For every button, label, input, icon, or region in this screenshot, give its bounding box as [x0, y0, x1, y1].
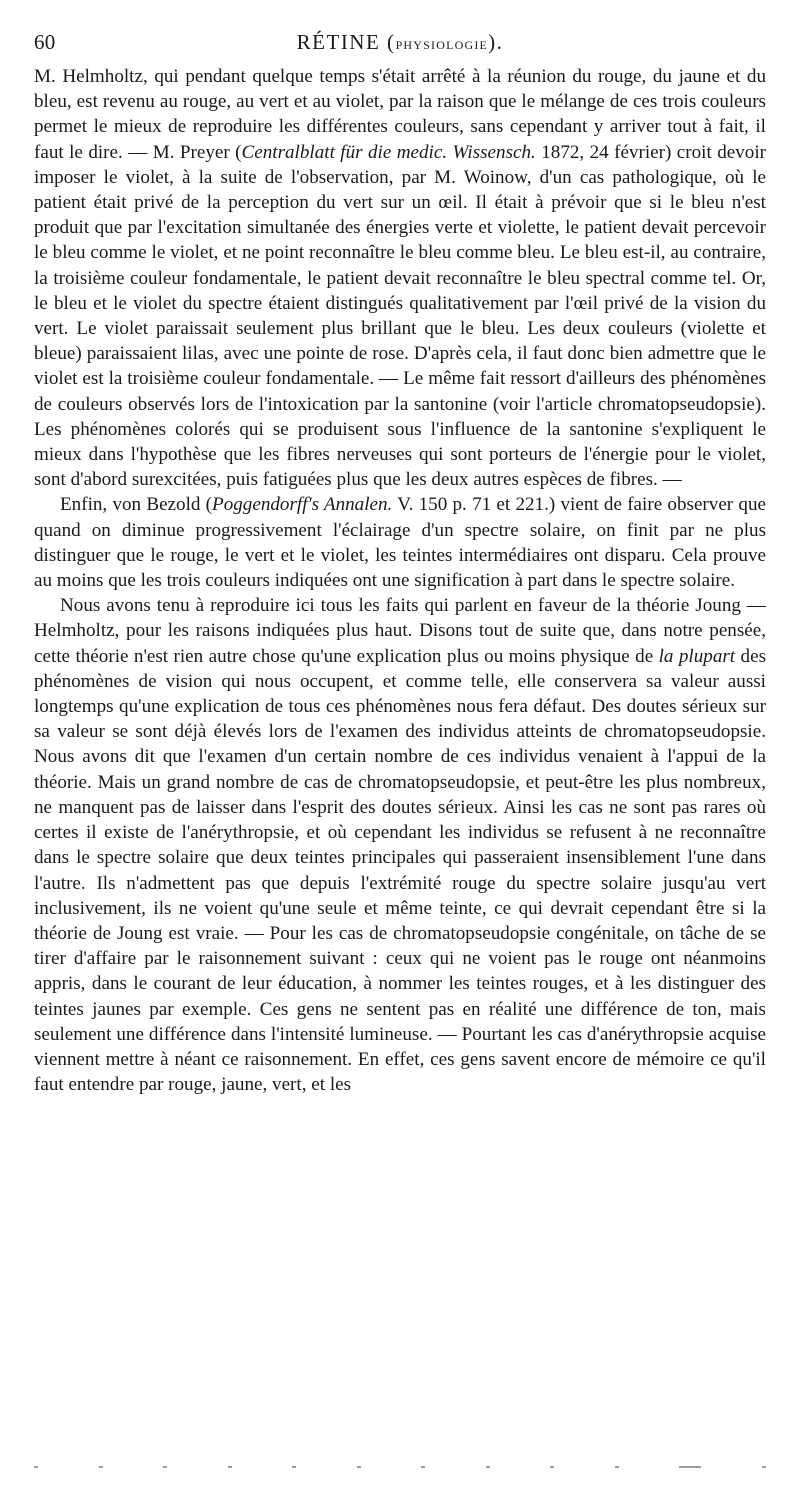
scan-speck: [228, 1466, 232, 1468]
citation-italic: Poggendorff's Annalen.: [212, 494, 393, 516]
scan-speck: [163, 1466, 167, 1468]
scan-speck: [292, 1466, 296, 1468]
scan-speck: [550, 1466, 554, 1468]
text-segment: Enfin, von Bezold (: [60, 494, 213, 516]
scan-speck: [421, 1466, 425, 1468]
page-number: 60: [34, 30, 56, 54]
text-segment: V. 150 p. 71 et 221.) vient de faire observer que quand on diminue progressivement l'éclairage d'un spectre solaire, on finit par ne plus distinguer que le rouge, le vert et le violet, les teintes intermédiaires ont disparu. Cela prouve au moins que les trois couleurs indiquées ont une signification à part dans le spectre solaire.: [34, 494, 766, 592]
book-page: [34, 30, 766, 1097]
running-title: [94, 30, 766, 55]
paragraph: [34, 593, 766, 1097]
scan-speck: [679, 1466, 701, 1468]
running-title-close: ).: [488, 30, 504, 54]
bleed-through-marks: [34, 1462, 766, 1472]
body-text: [34, 64, 766, 1097]
scan-speck: [34, 1466, 38, 1468]
text-segment: Nous avons tenu à reproduire ici tous les faits qui parlent en faveur de la théorie Joung — Helmholtz, pour les raisons indiquées plus haut. Disons tout de suite que, dans notre pensée, cette théorie n'est rien autre chose qu'une explication plus ou moins physique de: [34, 595, 766, 667]
text-segment: 1872, 24 février) croit devoir imposer le violet, à la suite de l'observation, par M. Woinow, d'un cas pathologique, où le patient était privé de la perception du vert sur un œil. Il était à prévoir que si le bleu n'est produit que par l'excitation simultanée des énergies verte et violette, le patient devait percevoir le bleu comme le violet, et ne point reconnaître le bleu comme bleu. Le bleu est-il, au contraire, la troisième couleur fondamentale, le patient devait reconnaître le bleu spectral comme tel. Or, le bleu et le violet du spectre étaient distingués qualitativement par l'œil privé de la vision du vert. Le violet paraissait seulement plus brillant que le bleu. Les deux couleurs (violette et bleue) paraissaient lilas, avec une pointe de rose. D'après cela, il faut donc bien admettre que le violet est la troisième couleur fondamentale. — Le même fait ressort d'ailleurs des phénomènes de couleurs observés lors de l'intoxication par la santonine (voir l'article chromatopseudopsie). Les phénomènes colorés qui se produisent sous l'influence de la santonine s'expliquent le mieux dans l'hypothèse que les fibres nerveuses qui sont porteurs de l'énergie pour le violet, sont d'abord surexcitées, puis fatiguées plus que les deux autres espèces de fibres. —: [34, 141, 766, 491]
citation-italic: Centralblatt für die medic. Wissensch.: [241, 141, 536, 163]
scan-speck: [762, 1466, 766, 1468]
running-title-main: RÉTINE (: [296, 30, 396, 54]
scan-speck: [615, 1466, 619, 1468]
text-segment: des phénomènes de vision qui nous occupent, et comme telle, elle conservera sa valeur aussi longtemps qu'une explication de tous ces phénomènes nous fera défaut. Des doutes sérieux sur sa valeur se sont déjà élevés lors de l'examen des individus atteints de chromatopseudopsie. Nous avons dit que l'examen d'un certain nombre de ces individus venaient à l'appui de la théorie. Mais un grand nombre de cas de chromatopseudopsie, et peut-être les plus nombreux, ne manquent pas de laisser dans l'esprit des doutes sérieux. Ainsi les cas ne sont pas rares où certes il existe de l'anérythropsie, et où cependant les individus se refusent à ne reconnaître dans le spectre solaire que deux teintes principales qui passeraient insensiblement l'une dans l'autre. Ils n'admettent pas que depuis l'extrémité rouge du spectre solaire jusqu'au vert inclusivement, ils ne voient qu'une seule et même teinte, ce qui devrait cependant être si la théorie de Joung est vraie. — Pour les cas de chromatopseudopsie congénitale, on tâche de se tirer d'affaire par le raisonnement suivant : ceux qui ne voient pas le rouge ont néanmoins appris, dans le courant de leur éducation, à nommer les teintes rouges, et à les distinguer des teintes jaunes par exemple. Ces gens ne sentent pas en réalité une différence de ton, mais seulement une différence dans l'intensité lumineuse. — Pourtant les cas d'anérythropsie acquise viennent mettre à néant ce raisonnement. En effet, ces gens savent encore de mémoire ce qu'il faut entendre par rouge, jaune, vert, et les: [34, 645, 767, 1096]
running-title-subject: PHYSIOLOGIE: [395, 38, 489, 52]
scan-speck: [357, 1466, 361, 1468]
scan-speck: [99, 1466, 103, 1468]
paragraph: [34, 64, 766, 492]
text-segment: M. Helmholtz, qui pendant quelque temps s'était arrêté à la réunion du rouge, du jaune et du bleu, est revenu au rouge, au vert et au violet, par la raison que le mélange de ces trois couleurs permet le mieux de reproduire les différentes couleurs, sans cependant y arriver tout à fait, il faut le dire. — M. Preyer (: [34, 66, 766, 163]
running-head: [34, 30, 766, 64]
paragraph: [34, 492, 766, 593]
scan-speck: [486, 1466, 490, 1468]
emphasis-italic: la plupart: [658, 645, 736, 667]
